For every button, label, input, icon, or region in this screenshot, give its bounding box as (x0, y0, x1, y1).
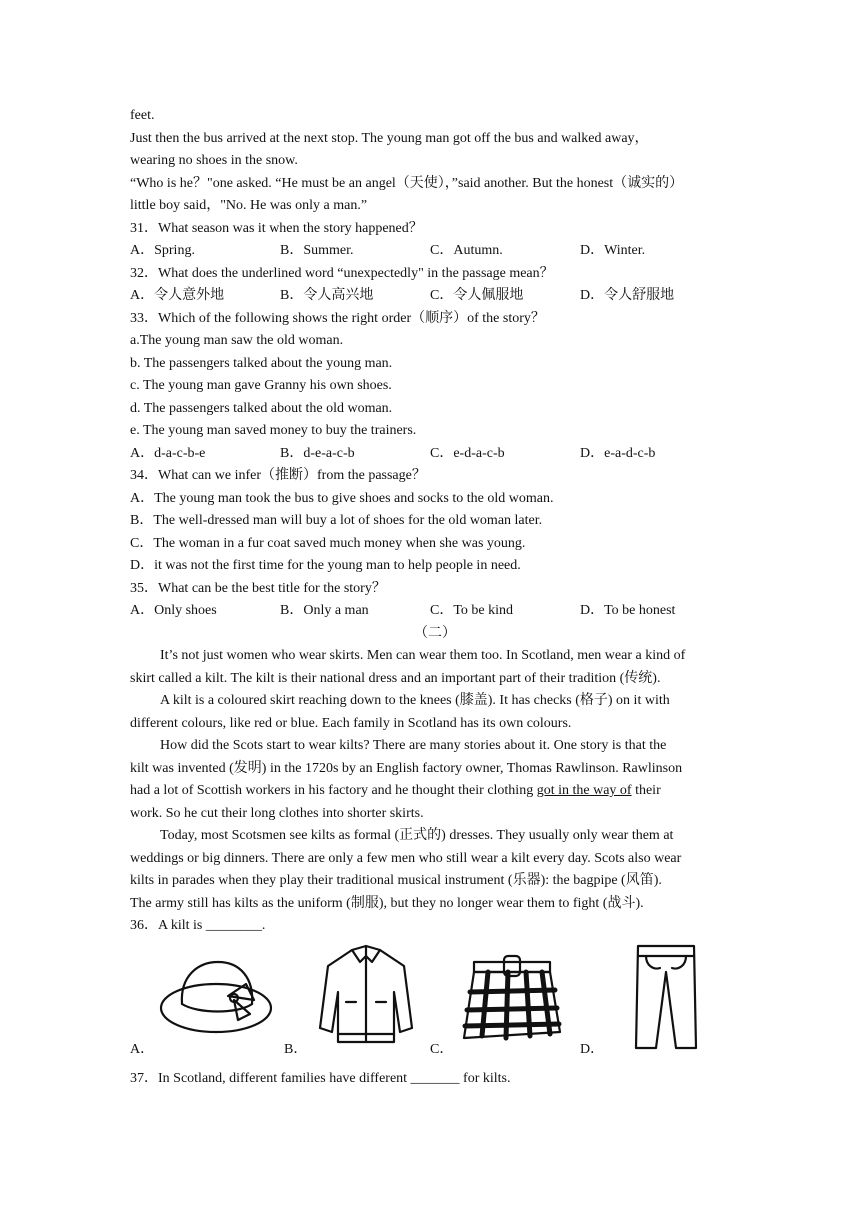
hat-icon (158, 956, 278, 1036)
option-d: D．Winter. (580, 243, 646, 258)
passage-line: A kilt is a coloured skirt reaching down to the knees (膝盖). It has checks (格子) on it with (160, 693, 670, 708)
passage-text: their (631, 783, 661, 798)
question-37-stem: 37．In Scotland, different families have different _______ for kilts. (130, 1070, 511, 1086)
story-line: feet. (130, 108, 155, 123)
story-line: little boy said，"No. He was only a man.” (130, 198, 368, 213)
trousers-icon (630, 942, 702, 1054)
option-d: D．令人舒服地 (580, 288, 675, 303)
order-item-d: d. The passengers talked about the old woman. (130, 400, 393, 416)
order-item-b: b. The passengers talked about the young man. (130, 355, 393, 371)
option-b: B．d-e-a-c-b (280, 445, 355, 461)
option-b: B．Summer. (280, 243, 354, 258)
option-d: D．To be honest (580, 603, 676, 618)
option-c: C．The woman in a fur coat saved much money when she was young. (130, 535, 526, 551)
passage-line: It’s not just women who wear skirts. Men can wear them too. In Scotland, men wear a kind of (160, 648, 686, 663)
option-b-label: B． (284, 1041, 308, 1057)
option-a: A．Spring. (130, 243, 195, 258)
passage-line: Today, most Scotsmen see kilts as formal (正式的) dresses. They usually only wear them at (160, 828, 674, 843)
question-32-options (130, 285, 740, 308)
jacket-icon (316, 942, 416, 1052)
option-c: C．Autumn. (430, 243, 503, 258)
passage-line (130, 780, 740, 803)
question-32-stem: 32．What does the underlined word “unexpectedly" in the passage mean？ (130, 265, 554, 281)
option-d: D．it was not the first time for the young man to help people in need. (130, 558, 521, 573)
question-36-stem: 36．A kilt is ________. (130, 918, 266, 933)
question-35-stem: 35．What can be the best title for the story？ (130, 580, 386, 596)
question-31-options (130, 240, 740, 263)
option-d-label: D． (580, 1041, 605, 1057)
order-item-e: e. The young man saved money to buy the trainers. (130, 423, 417, 438)
option-b: B．The well-dressed man will buy a lot of shoes for the old woman later. (130, 513, 543, 528)
passage-line: work. So he cut their long clothes into shorter skirts. (130, 805, 424, 821)
passage-line: How did the Scots start to wear kilts? There are many stories about it. One story is that the (160, 738, 667, 753)
passage-line: weddings or big dinners. There are only a few men who still wear a kilt every day. Scots also wear (130, 850, 682, 866)
option-a: A．令人意外地 (130, 288, 225, 303)
question-33-options (130, 443, 740, 466)
story-line: wearing no shoes in the snow. (130, 153, 298, 168)
option-c: C．e-d-a-c-b (430, 445, 505, 461)
story-line: Just then the bus arrived at the next stop. The young man got off the bus and walked away， (130, 130, 649, 146)
question-35-options (130, 600, 740, 623)
question-33-stem: 33．Which of the following shows the right order（顺序）of the story？ (130, 310, 545, 326)
order-item-c: c. The young man gave Granny his own shoes. (130, 378, 392, 393)
option-b: B．令人高兴地 (280, 288, 374, 303)
option-c: C．To be kind (430, 603, 514, 618)
passage-line: kilts in parades when they play their traditional musical instrument (乐器): the bagpipe (风笛). (130, 873, 662, 888)
exam-page (130, 105, 740, 1090)
kilt-icon (460, 952, 564, 1050)
option-d: D．e-a-d-c-b (580, 445, 656, 461)
option-a-label: A． (130, 1041, 155, 1057)
option-c-label: C． (430, 1041, 454, 1057)
option-a: A．Only shoes (130, 603, 217, 618)
option-a: A．d-a-c-b-e (130, 445, 206, 461)
question-34-stem: 34．What can we infer（推断）from the passage？ (130, 468, 426, 483)
underlined-phrase: got in the way of (536, 783, 632, 798)
option-c: C．令人佩服地 (430, 288, 524, 303)
question-31-stem: 31．What season was it when the story happened？ (130, 220, 423, 236)
passage-text: had a lot of Scottish workers in his factory and he thought their clothing (130, 783, 537, 798)
passage-line: skirt called a kilt. The kilt is their national dress and an important part of their tradition (传统). (130, 670, 661, 686)
passage-line: kilt was invented (发明) in the 1720s by an English factory owner, Thomas Rawlinson. Rawlinson (130, 760, 683, 776)
option-a: A．The young man took the bus to give shoes and socks to the old woman. (130, 490, 554, 506)
section-heading: （二） (414, 625, 456, 641)
question-36-pictures (130, 942, 740, 1062)
passage-line: The army still has kilts as the uniform (制服), but they no longer wear them to fight (战斗). (130, 895, 644, 911)
passage-line: different colours, like red or blue. Each family in Scotland has its own colours. (130, 715, 572, 731)
order-item-a: a.The young man saw the old woman. (130, 333, 344, 348)
story-line: “Who is he？"one asked. “He must be an angel（天使），”said another. But the honest（诚实的） (130, 175, 684, 191)
option-b: B．Only a man (280, 603, 369, 618)
